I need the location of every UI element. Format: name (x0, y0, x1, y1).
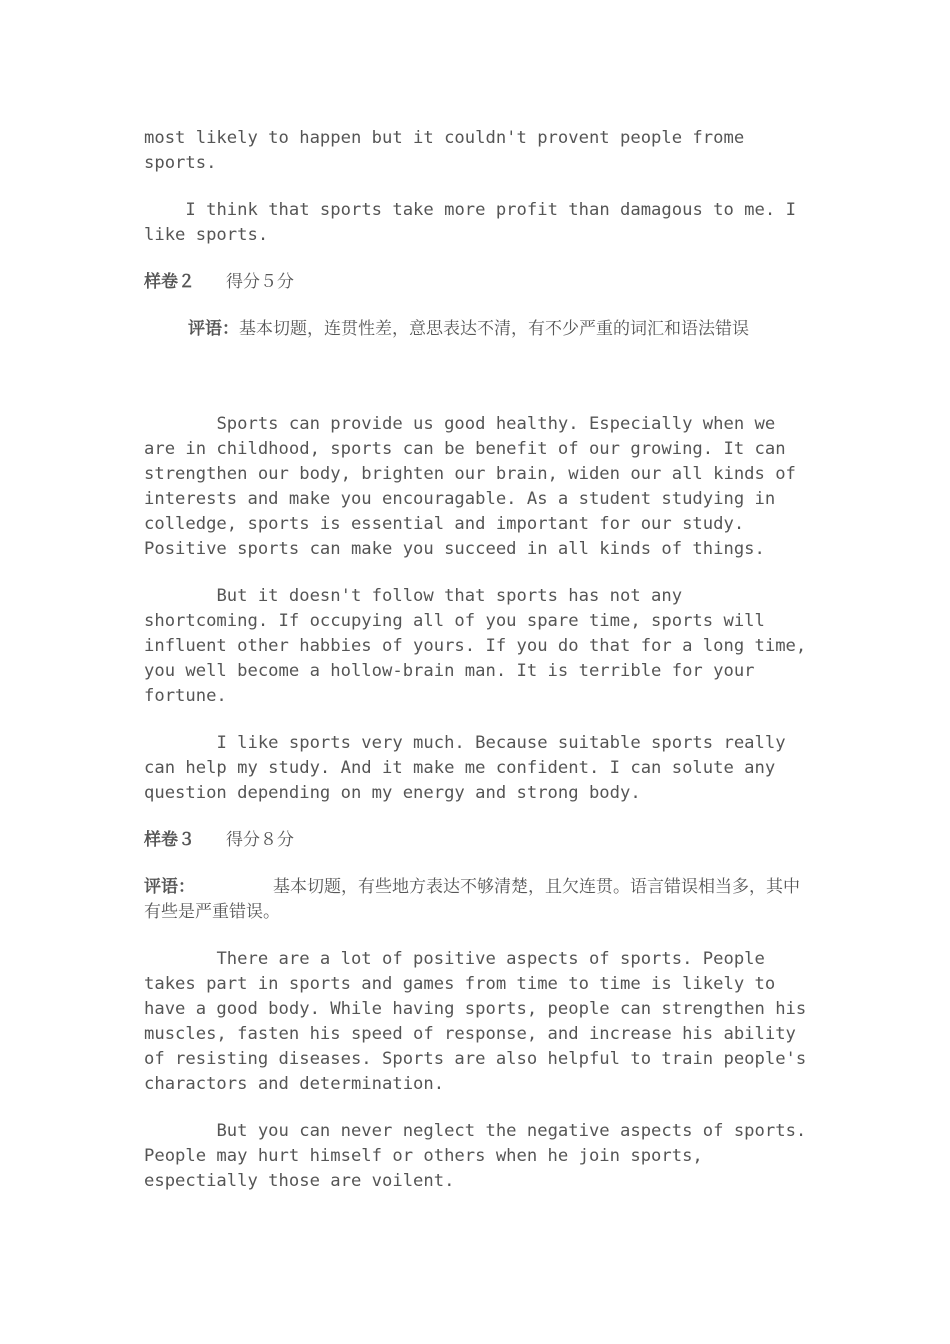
sample2-paragraph-2: But it doesn't follow that sports has not any shortcoming. If occupying all of you spare time, sports will influent other habbies of yours. If you do that for a long time, you well become a hollow-brain man. It is terrible for your fortune. (144, 586, 817, 706)
sample3-score: 得分８分 (226, 830, 294, 850)
sample3-heading (144, 828, 814, 853)
sample3-paragraph-2: But you can never neglect the negative aspects of sports. People may hurt himself or others when he join sports, espectially those are voilent. (144, 1121, 817, 1191)
sample2-label: 样卷２ (144, 272, 195, 292)
sample3-comment-label: 评语： (144, 877, 195, 897)
essay1-paragraph-2: I think that sports take more profit than damagous to me. I like sports. (144, 200, 807, 245)
sample2-comment-text: 基本切题，连贯性差，意思表达不清，有不少严重的词汇和语法错误 (239, 319, 749, 339)
sample2-comment (144, 317, 814, 342)
essay1-paragraph-1: most likely to happen but it couldn't provent people frome sports. (144, 128, 755, 173)
sample3-label: 样卷３ (144, 830, 195, 850)
sample2-score: 得分５分 (226, 272, 294, 292)
sample3-comment (144, 875, 814, 925)
sample2-paragraph-1: Sports can provide us good healthy. Especially when we are in childhood, sports can be benefit of our growing. It can strengthen our body, brighten our brain, widen our all kinds of interests and make you encouragable. As a student studying in colledge, sports is essential and important for our study. Positive sports can make you succeed in all kinds of things. (144, 414, 807, 559)
sample3-comment-text: 基本切题，有些地方表达不够清楚，且欠连贯。语言错误相当多，其中有些是严重错误。 (144, 877, 800, 922)
sample3-paragraph-1: There are a lot of positive aspects of sports. People takes part in sports and games from time to time is likely to have a good body. While having sports, people can strengthen his muscles, fasten his speed of response, and increase his ability of resisting diseases. Sports are also helpful to train people's charactors and determination. (144, 949, 817, 1094)
sample2-comment-label: 评语： (188, 319, 239, 339)
sample2-heading (144, 270, 814, 295)
sample2-paragraph-3: I like sports very much. Because suitable sports really can help my study. And it make me confident. I can solute any question depending on my energy and strong body. (144, 733, 796, 803)
document-page (144, 126, 817, 1194)
